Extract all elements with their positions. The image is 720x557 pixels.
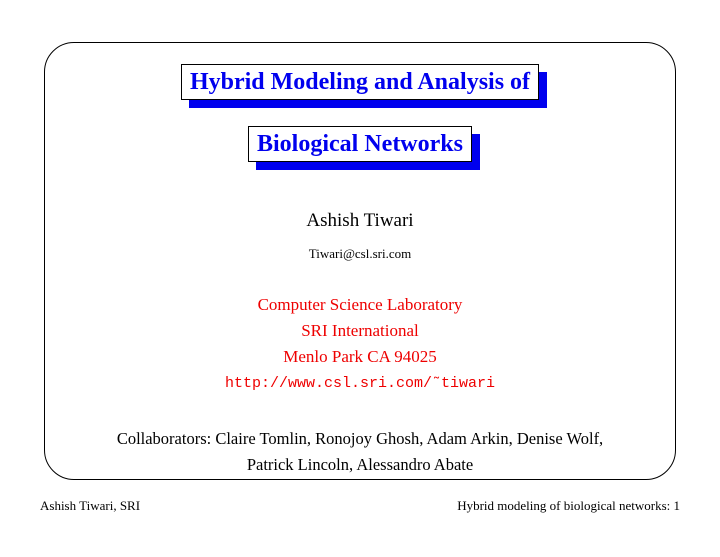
slide-title-line-1: Hybrid Modeling and Analysis of xyxy=(181,64,539,100)
affiliation-address: Menlo Park CA 94025 xyxy=(283,347,437,366)
affiliation-org: SRI International xyxy=(301,321,419,340)
collaborators-line-2: Patrick Lincoln, Alessandro Abate xyxy=(246,455,474,474)
author-name: Ashish Tiwari xyxy=(306,210,414,231)
title-line-1-row xyxy=(0,64,720,100)
footer-left: Ashish Tiwari, SRI xyxy=(40,498,141,513)
affiliation-url[interactable]: http://www.csl.sri.com/˜tiwari xyxy=(224,375,496,392)
footer-right: Hybrid modeling of biological networks: 1 xyxy=(457,498,680,513)
title-line-2-row xyxy=(0,126,720,162)
affiliation-lab: Computer Science Laboratory xyxy=(257,295,463,314)
collaborators-line-1: Collaborators: Claire Tomlin, Ronojoy Ghosh, Adam Arkin, Denise Wolf, xyxy=(116,429,604,448)
author-email: Tiwari@csl.sri.com xyxy=(308,246,412,261)
slide-title-line-2: Biological Networks xyxy=(248,126,472,162)
